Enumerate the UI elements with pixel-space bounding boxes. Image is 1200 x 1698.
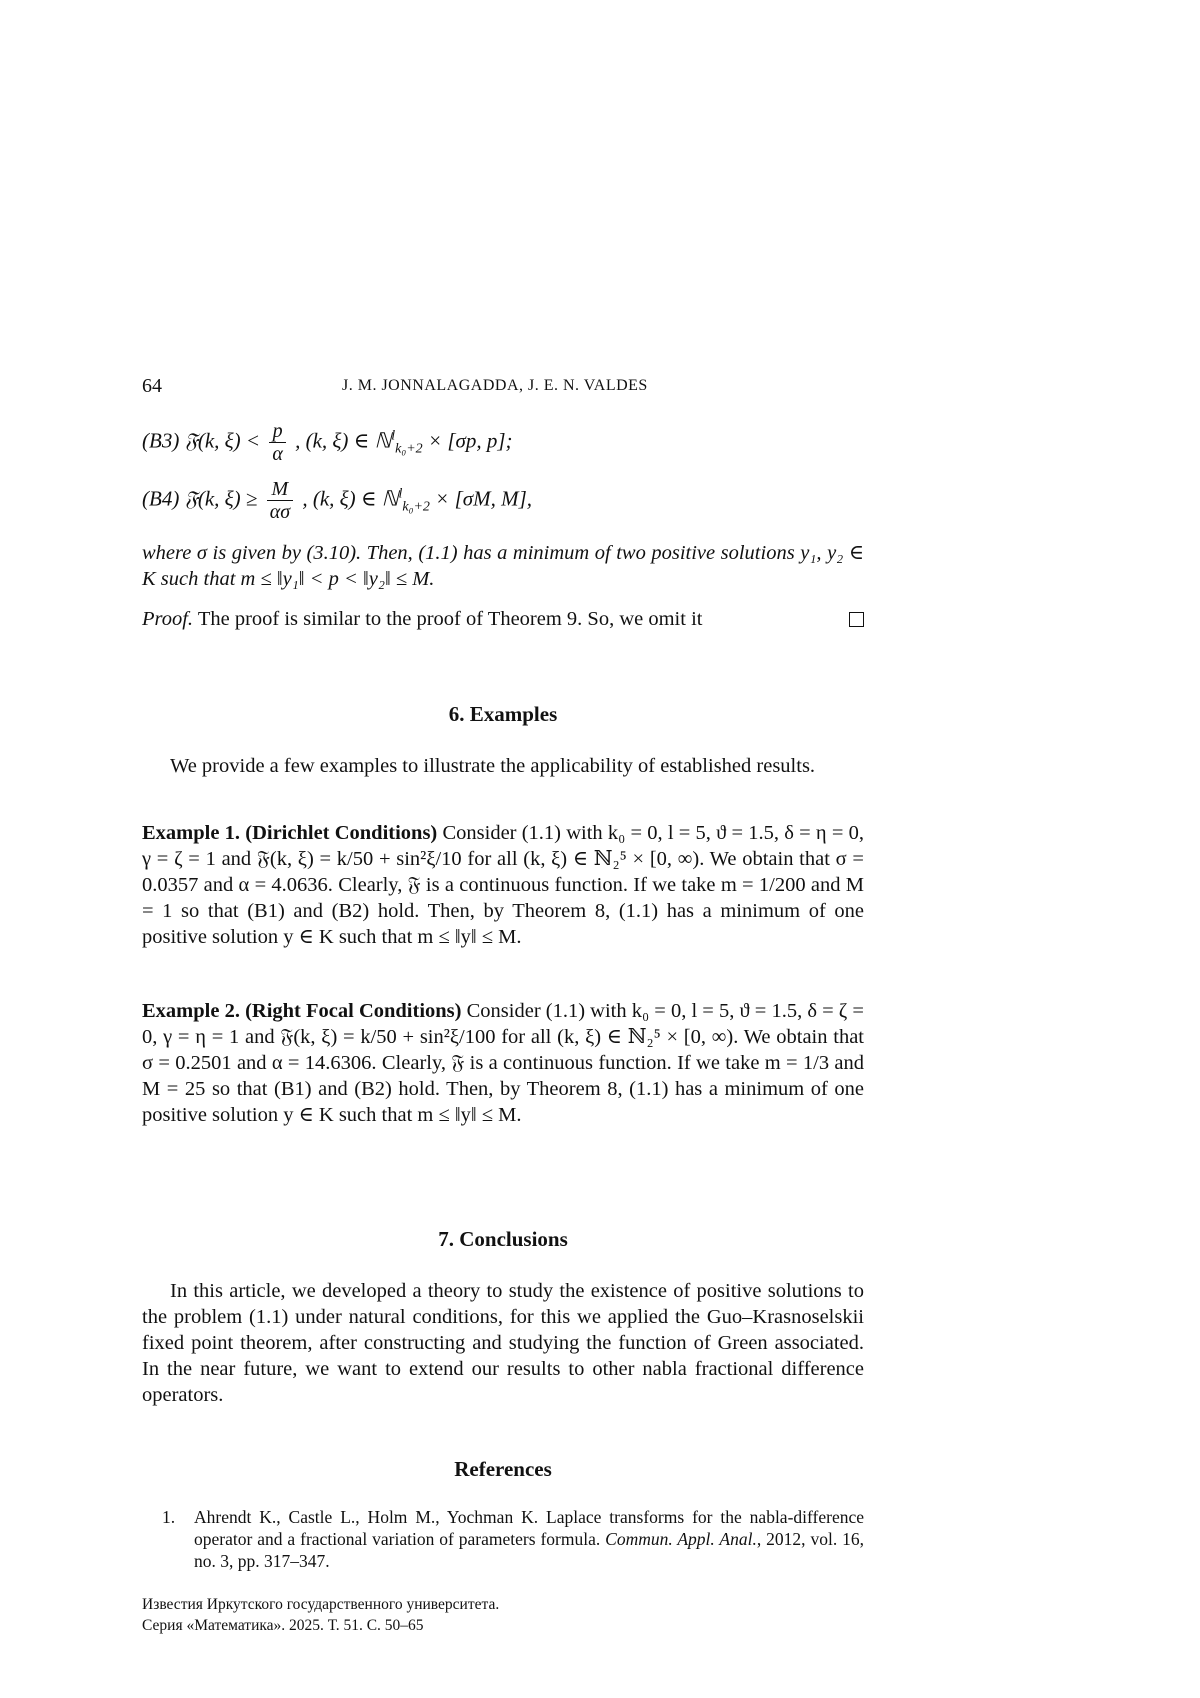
- example-1-label: Example 1. (Dirichlet Conditions): [142, 822, 438, 844]
- proof-text: The proof is similar to the proof of Theorem 9. So, we omit it: [197, 608, 703, 630]
- page-number: 64: [142, 375, 162, 397]
- b4-sup: l: [398, 486, 403, 502]
- reference-number: 1.: [162, 1507, 176, 1527]
- example-1-text: Consider (1.1) with k₀ = 0, l = 5, ϑ = 1.5, δ = η = 0, γ = ζ = 1 and 𝔉(k, ξ) = k/50 + sin²ξ/10 for all (k, ξ) ∈ ℕ₂⁵ × [0, ∞). We obtain that σ = 0.0357 and α = 4.0636. Clearly, 𝔉 is a continuous function. If we take m = 1/200 and M = 1 so that (B1) and (B2) hold. Then, by Theorem 8, (1.1) has a minimum of one positive solution y ∈ K such that m ≤ ‖y‖ ≤ M.: [142, 822, 864, 948]
- b4-rhs: , (k, ξ) ∈ ℕ: [302, 486, 399, 511]
- theorem-tail: where σ is given by (3.10). Then, (1.1) has a minimum of two positive solutions y₁, y₂ ∈ K such that m ≤ ‖y₁‖ < p < ‖y₂‖ ≤ M.: [142, 542, 864, 590]
- b4-label: (B4): [142, 486, 180, 511]
- b4-fraction: [267, 478, 293, 523]
- section-6-heading: 6. Examples: [448, 702, 558, 726]
- b3-fraction: [269, 420, 286, 465]
- references-heading: References: [454, 1457, 552, 1481]
- b3-sup: l: [391, 428, 396, 444]
- b4-numerator: M: [271, 478, 289, 500]
- example-2-text: Consider (1.1) with k₀ = 0, l = 5, ϑ = 1.5, δ = ζ = 0, γ = η = 1 and 𝔉(k, ξ) = k/50 + sin²ξ/100 for all (k, ξ) ∈ ℕ₂⁵ × [0, ∞). We obtain that σ = 0.2501 and α = 14.6306. Clearly, 𝔉 is a continuous function. If we take m = 1/3 and M = 25 so that (B1) and (B2) hold. Then, by Theorem 8, (1.1) has a minimum of one positive solution y ∈ K such that m ≤ ‖y‖ ≤ M.: [142, 1000, 864, 1126]
- footer-series-line: Серия «Математика». 2025. Т. 51. С. 50–65: [142, 1617, 424, 1634]
- b3-lhs: 𝔉(k, ξ) <: [184, 428, 261, 453]
- b4-lhs: 𝔉(k, ξ) ≥: [184, 486, 258, 511]
- b3-numerator: p: [272, 420, 283, 442]
- b4-denominator: ασ: [267, 500, 293, 523]
- reference-tail: , 2012, vol. 16, no. 3, pp. 317–347.: [194, 1529, 865, 1571]
- b3-rhs: , (k, ξ) ∈ ℕ: [295, 428, 392, 453]
- b3-sub: k₀+2: [395, 441, 423, 457]
- section-6-intro: We provide a few examples to illustrate the applicability of established results.: [170, 755, 816, 777]
- section-7-heading: 7. Conclusions: [438, 1227, 568, 1251]
- running-head: J. M. JONNALAGADDA, J. E. N. VALDES: [342, 377, 648, 394]
- b3-denominator: α: [269, 442, 286, 465]
- page-header: [142, 375, 864, 401]
- reference-item: [162, 1506, 864, 1572]
- section-7-text: In this article, we developed a theory to study the existence of positive solutions to the problem (1.1) under natural conditions, for this we applied the Guo–Krasnoselskii fixed point theorem, after constructing and studying the function of Green associated. In the near future, we want to extend our results to other nabla fractional difference operators.: [142, 1280, 864, 1406]
- example-2-label: Example 2. (Right Focal Conditions): [142, 1000, 462, 1022]
- footer-journal-line: Известия Иркутского государственного университета.: [142, 1596, 500, 1613]
- page-footer: [142, 1594, 499, 1636]
- b4-sub: k₀+2: [402, 499, 430, 515]
- b4-tail: × [σM, M],: [429, 486, 533, 511]
- b3-label: (B3): [142, 428, 180, 453]
- reference-text: Ahrendt K., Castle L., Holm M., Yochman K. Laplace transforms for the nabla-difference operator and a fractional variation of parameters formula.: [194, 1507, 864, 1549]
- proof-label: Proof.: [142, 608, 194, 630]
- b3-tail: × [σp, p];: [422, 428, 513, 453]
- qed-square-icon: [849, 612, 864, 627]
- reference-journal: Commun. Appl. Anal.: [605, 1529, 757, 1549]
